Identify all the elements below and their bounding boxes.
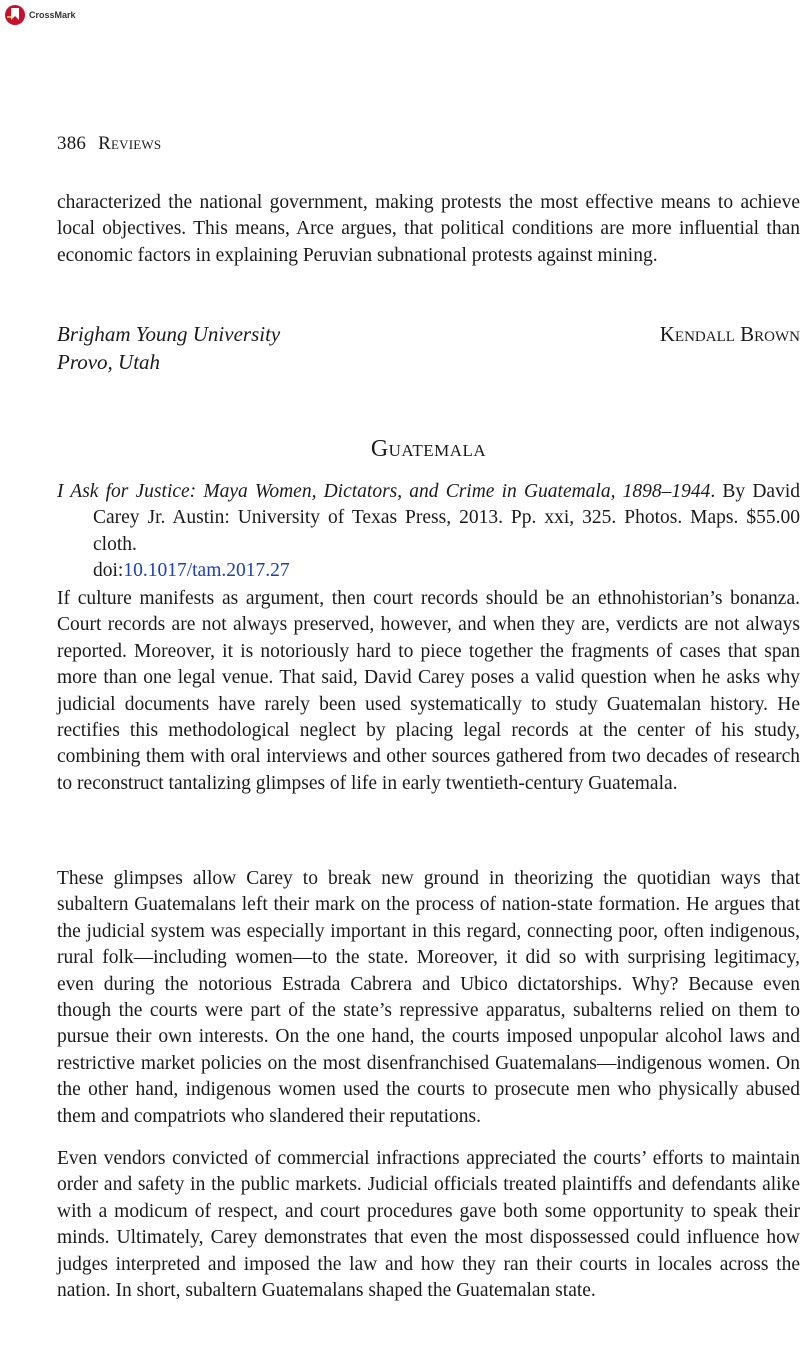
running-head [57, 133, 161, 155]
doi-link[interactable]: 10.1017/tam.2017.27 [123, 560, 290, 582]
book-details: . By David Carey Jr. Austin: University of Texas Press, 2013. Pp. xxi, 325. Photos. Maps. $55.00 cloth. [93, 481, 800, 555]
crossmark-icon [4, 3, 26, 27]
crossmark-label: CrossMark [29, 10, 76, 20]
section-title: Guatemala [370, 436, 487, 462]
doi-line [93, 558, 800, 584]
affiliation-institution: Brigham Young University [57, 322, 281, 346]
running-title: Reviews [98, 133, 162, 154]
affiliation-location: Provo, Utah [57, 350, 161, 374]
review-paragraph-2: These glimpses allow Carey to break new ground in theorizing the quotidian ways that subaltern Guatemalans left their mark on the process of nation-state formation. He argues that the judicial system was especially important in this regard, connecting poor, often indigenous, rural folk—including women—to the state. Moreover, it did so with surprising legitimacy, even during the notorious Estrada Cabrera and Ubico dictatorships. Why? Because even though the courts were part of the state’s repressive apparatus, subalterns relied on them to pursue their own interests. On the one hand, the courts imposed unpopular alcohol laws and restrictive market policies on the most disenfranchised Guatemalans—indigenous women. On the other hand, indigenous women used the courts to prosecute men who physically abused them and compatriots who slandered their reputations. [57, 868, 800, 1127]
crossmark-badge[interactable] [4, 3, 76, 27]
previous-review-closing-paragraph: characterized the national government, making protests the most effective means to achieve local objectives. This means, Arce argues, that political conditions are more influential than economic factors in explaining Peruvian subnational protests against mining. [57, 192, 800, 266]
page-number: 386 [57, 133, 87, 154]
book-title: I Ask for Justice: Maya Women, Dictators, and Crime in Guatemala, 1898–1944 [57, 481, 711, 502]
reviewer-affiliation [57, 320, 280, 376]
review-paragraph-3: Even vendors convicted of commercial infractions appreciated the courts’ efforts to maintain order and safety in the public markets. Judicial officials treated plaintiffs and defendants alike with a modicum of respect, and court procedures gave both some opportunity to speak their minds. Ultimately, Carey demonstrates that even the most dispossessed could influence how judges interpreted and imposed the law and how they ran their courts in locales across the nation. In short, subaltern Guatemalans shaped the Guatemalan state. [57, 1148, 800, 1302]
book-citation [57, 479, 800, 585]
reviewer-name: Kendall Brown [659, 322, 800, 346]
review-paragraph-1: If culture manifests as argument, then court records should be an ethnohistorian’s bonanza. Court records are not always preserved, however, and when they are, verdicts are not always reported. Moreover, it is notoriously hard to piece together the fragments of cases that span more than one legal venue. That said, David Carey poses a valid question when he asks why judicial documents have rarely been used systematically to study Guatemalan history. He rectifies this methodological neglect by placing legal records at the center of his study, combining them with oral interviews and other sources gathered from two decades of research to reconstruct tantalizing glimpses of life in early twentieth-century Guatemala. [57, 588, 800, 794]
doi-prefix: doi: [93, 560, 124, 582]
